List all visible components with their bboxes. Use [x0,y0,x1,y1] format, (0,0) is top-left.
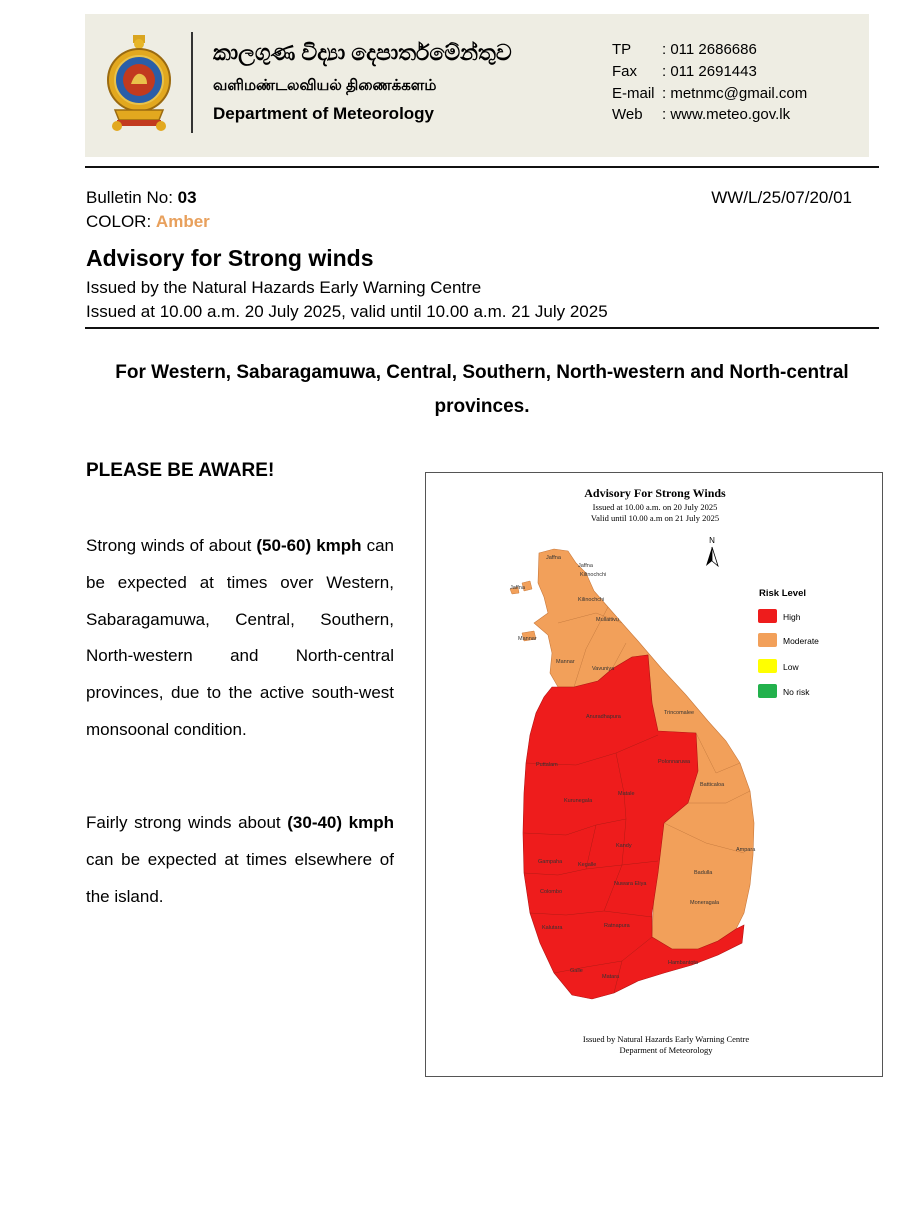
district-label: Matara [602,974,620,980]
bulletin-reference: WW/L/25/07/20/01 [711,188,852,207]
map-issued: Issued at 10.00 a.m. on 20 July 2025 [592,502,718,512]
aware-heading: PLEASE BE AWARE! [86,460,275,481]
advisory-title: Advisory for Strong winds [86,245,374,271]
district-label: Kilinochchi [580,572,607,578]
contact-fax: Fax : 011 2691443 [612,63,757,80]
legend-swatch-low [758,659,777,673]
section-rule [85,327,879,329]
department-name-tamil: வளிமண்டலவியல் திணைக்களம் [213,77,437,94]
bulletin-number: Bulletin No: 03 [86,188,197,207]
risk-map [425,472,883,1077]
district-label: Kilinochchi [578,597,605,603]
contact-phone: TP : 011 2686686 [612,41,757,58]
district-label: Badulla [694,870,713,876]
district-label: Anuradhapura [586,714,621,720]
district-label: Ratnapura [604,923,630,929]
legend-label-high: High [783,612,801,622]
advisory-paragraph-fairly-strong: Fairly strong winds about (30-40) kmph can be expected at times elsewhere of the island. [86,813,394,906]
north-arrow-icon [706,536,718,566]
map-footer-issuer: Issued by Natural Hazards Early Warning Centre [582,1034,750,1044]
district-label: Galle [570,968,583,974]
district-label: Hambantota [668,960,698,966]
district-label: Kegalle [578,862,597,868]
district-label: Kalutara [542,925,563,931]
legend-swatch-moderate [758,633,777,647]
district-label: Kurunegala [564,798,593,804]
header-divider [191,32,193,133]
department-name-sinhala: කාලගුණ විද්‍යා දෙපාර්තමේන්තුව [213,40,512,65]
department-name-english: Department of Meteorology [213,104,435,123]
map-footer-department: Deparment of Meteorology [619,1045,713,1055]
legend-title: Risk Level [759,588,806,599]
district-label: Gampaha [538,859,563,865]
legend-label-low: Low [783,662,799,672]
district-label: Puttalam [536,762,558,768]
legend-swatch-no-risk [758,684,777,698]
contact-web: Web : www.meteo.gov.lk [612,106,791,123]
contact-email: E-mail : metnmc@gmail.com [612,85,808,102]
district-label: Mannar [518,636,537,642]
affected-provinces: For Western, Sabaragamuwa, Central, Southern, North-western and North-central provinces. [115,362,849,417]
legend-label-no-risk: No risk [783,687,810,697]
issued-at: Issued at 10.00 a.m. 20 July 2025, valid until 10.00 a.m. 21 July 2025 [86,302,608,321]
district-label: Polonnaruwa [658,759,691,765]
map-valid: Valid until 10.00 a.m on 21 July 2025 [590,513,720,523]
legend-swatch-high [758,609,777,623]
advisory-paragraph-strong: Strong winds of about (50-60) kmph can be expected at times over Western, Sabaragamuwa, Central, Southern, North-western and North-central provinces, due to the active south-west monsoonal condition. [86,536,394,739]
sri-lanka-emblem [103,32,175,132]
district-label: Moneragala [690,900,720,906]
district-label: Trincomalee [664,710,695,716]
legend-label-moderate: Moderate [783,636,819,646]
svg-text:N: N [709,536,715,545]
district-label: Matale [618,791,635,797]
issued-by: Issued by the Natural Hazards Early Warning Centre [86,278,482,297]
district-label: Jaffna [578,563,593,569]
district-label: Batticaloa [700,782,725,788]
district-label: Nuwara Eliya [614,881,647,887]
district-label: Mannar [556,659,575,665]
district-label: Jaffna [510,585,525,591]
district-label: Jaffna [546,555,561,561]
map-title: Advisory For Strong Winds [584,486,726,500]
header-rule [85,166,879,168]
district-label: Kandy [616,843,632,849]
bulletin-color: COLOR: Amber [86,212,210,231]
district-label: Ampara [736,847,756,853]
district-label: Colombo [540,889,563,895]
district-label: Mullaitivu [596,617,619,623]
district-label: Vavuniya [592,666,615,672]
